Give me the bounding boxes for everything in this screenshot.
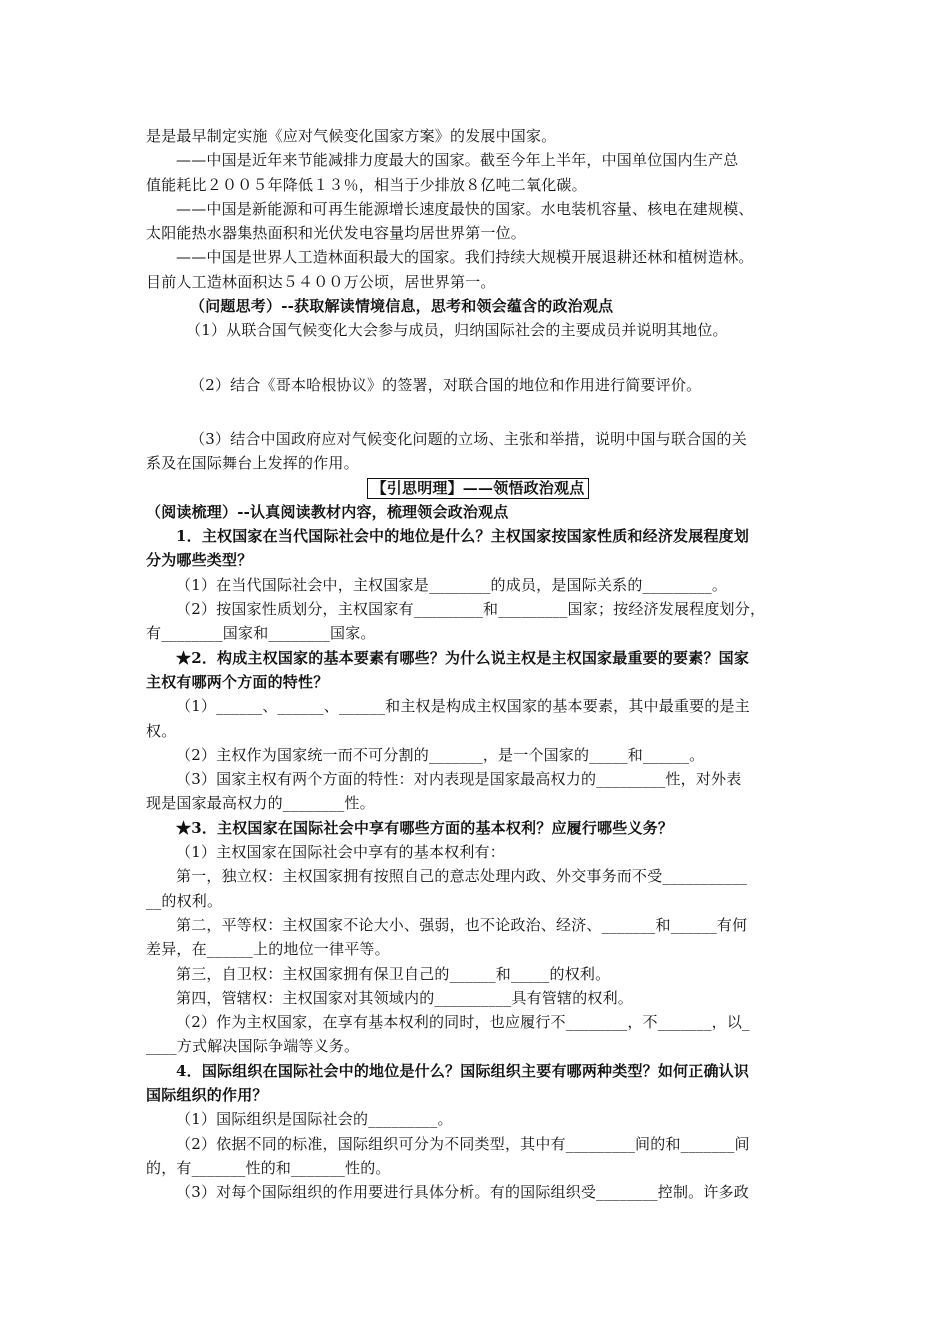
text-line: 现是国家最高权力的________性。 xyxy=(146,794,375,813)
text-line: ★3．主权国家在国际社会中享有哪些方面的基本权利？应履行哪些义务？ xyxy=(176,818,674,837)
text-line: （3）对每个国际组织的作用要进行具体分析。有的国际组织受________控制。许多政 xyxy=(176,1183,749,1202)
text-line: __的权利。 xyxy=(146,891,223,910)
blank-space xyxy=(146,343,810,373)
text-line: 系及在国际舞台上发挥的作用。 xyxy=(146,454,359,473)
study-questions xyxy=(146,500,810,1205)
text-line: 第四，管辖权：主权国家对其领域内的__________具有管辖的权利。 xyxy=(176,988,634,1007)
text-line: （3）国家主权有两个方面的特性：对内表现是国家最高权力的_________性，对外表 xyxy=(176,770,742,789)
text-line: （1）从联合国气候变化大会参与成员，归纳国际社会的主要成员并说明其地位。 xyxy=(186,321,728,340)
text-line: （3）结合中国政府应对气候变化问题的立场、主张和举措，说明中国与联合国的关 xyxy=(190,429,747,448)
document-page xyxy=(146,124,810,1204)
text-line: 权。 xyxy=(146,721,177,740)
context-paragraphs xyxy=(146,124,810,476)
text-line: ★2．构成主权国家的基本要素有哪些？为什么说主权是主权国家最重要的要素？国家 xyxy=(176,648,750,667)
text-line: （1）______、______、______和主权是构成主权国家的基本要素，其中最重要的是主 xyxy=(176,697,750,716)
text-line: ——中国是新能源和可再生能源增长速度最快的国家。水电装机容量、核电在建规模、 xyxy=(176,199,754,218)
text-line: （2）结合《哥本哈根协议》的签署，对联合国的地位和作用进行简要评价。 xyxy=(190,375,702,394)
text-line: 第一，独立权：主权国家拥有按照自己的意志处理内政、外交事务而不受___________ xyxy=(176,867,748,886)
text-line: 是是最早制定实施《应对气候变化国家方案》的发展中国家。 xyxy=(146,127,557,145)
text-line: （1）国际组织是国际社会的_________。 xyxy=(176,1110,453,1129)
text-line: （1）在当代国际社会中，主权国家是________的成员，是国际关系的_________。 xyxy=(176,575,728,594)
text-line: ——中国是世界人工造林面积最大的国家。我们持续大规模开展退耕还林和植树造林。 xyxy=(176,248,754,267)
text-line: （阅读梳理）--认真阅读教材内容，梳理领会政治观点 xyxy=(146,502,509,521)
text-line: 4．国际组织在国际社会中的地位是什么？国际组织主要有哪两种类型？如何正确认识 xyxy=(176,1061,750,1080)
text-line: （2）依据不同的标准，国际组织可分为不同类型，其中有_________间的和_______间 xyxy=(176,1134,750,1153)
text-line: 国际组织的作用？ xyxy=(146,1085,268,1104)
text-line: （2）按国家性质划分，主权国家有_________和_________国家；按经济发展程度划分， xyxy=(176,600,766,619)
text-line: （1）主权国家在国际社会中享有的基本权利有： xyxy=(176,843,505,862)
text-line: （问题思考）--获取解读情境信息，思考和领会蕴含的政治观点 xyxy=(190,297,614,316)
text-line: 值能耗比２００５年降低１３％，相当于少排放８亿吨二氧化碳。 xyxy=(146,175,587,194)
text-line: 第二，平等权：主权国家不论大小、强弱，也不论政治、经济、_______和______有何 xyxy=(176,915,748,934)
text-line: 主权有哪两个方面的特性？ xyxy=(146,672,329,691)
text-line: 差异，在______上的地位一律平等。 xyxy=(146,940,390,959)
text-line: ——中国是近年来节能减排力度最大的国家。截至今年上半年，中国单位国内生产总 xyxy=(176,151,739,170)
blank-space xyxy=(146,397,810,427)
text-line: 太阳能热水器集热面积和光伏发电容量均居世界第一位。 xyxy=(146,224,527,243)
text-line: 目前人工造林面积达５４００万公顷，居世界第一。 xyxy=(146,272,496,291)
text-line: 分为哪些类型？ xyxy=(146,551,253,570)
text-line: 的，有_______性的和_______性的。 xyxy=(146,1158,391,1177)
text-line: ____方式解决国际争端等义务。 xyxy=(146,1037,360,1056)
section-heading-line xyxy=(146,476,810,500)
section-heading: 【引思明理】——领悟政治观点 xyxy=(367,478,590,499)
text-line: （2）主权作为国家统一而不可分割的_______，是一个国家的_____和______。 xyxy=(176,745,705,764)
text-line: 有________国家和________国家。 xyxy=(146,624,376,643)
text-line: 1．主权国家在当代国际社会中的地位是什么？主权国家按国家性质和经济发展程度划 xyxy=(176,527,750,546)
text-line: 第三，自卫权：主权国家拥有保卫自己的______和_____的权利。 xyxy=(176,964,611,983)
text-line: （2）作为主权国家，在享有基本权利的同时，也应履行不________，不_______，以_ xyxy=(176,1013,750,1032)
